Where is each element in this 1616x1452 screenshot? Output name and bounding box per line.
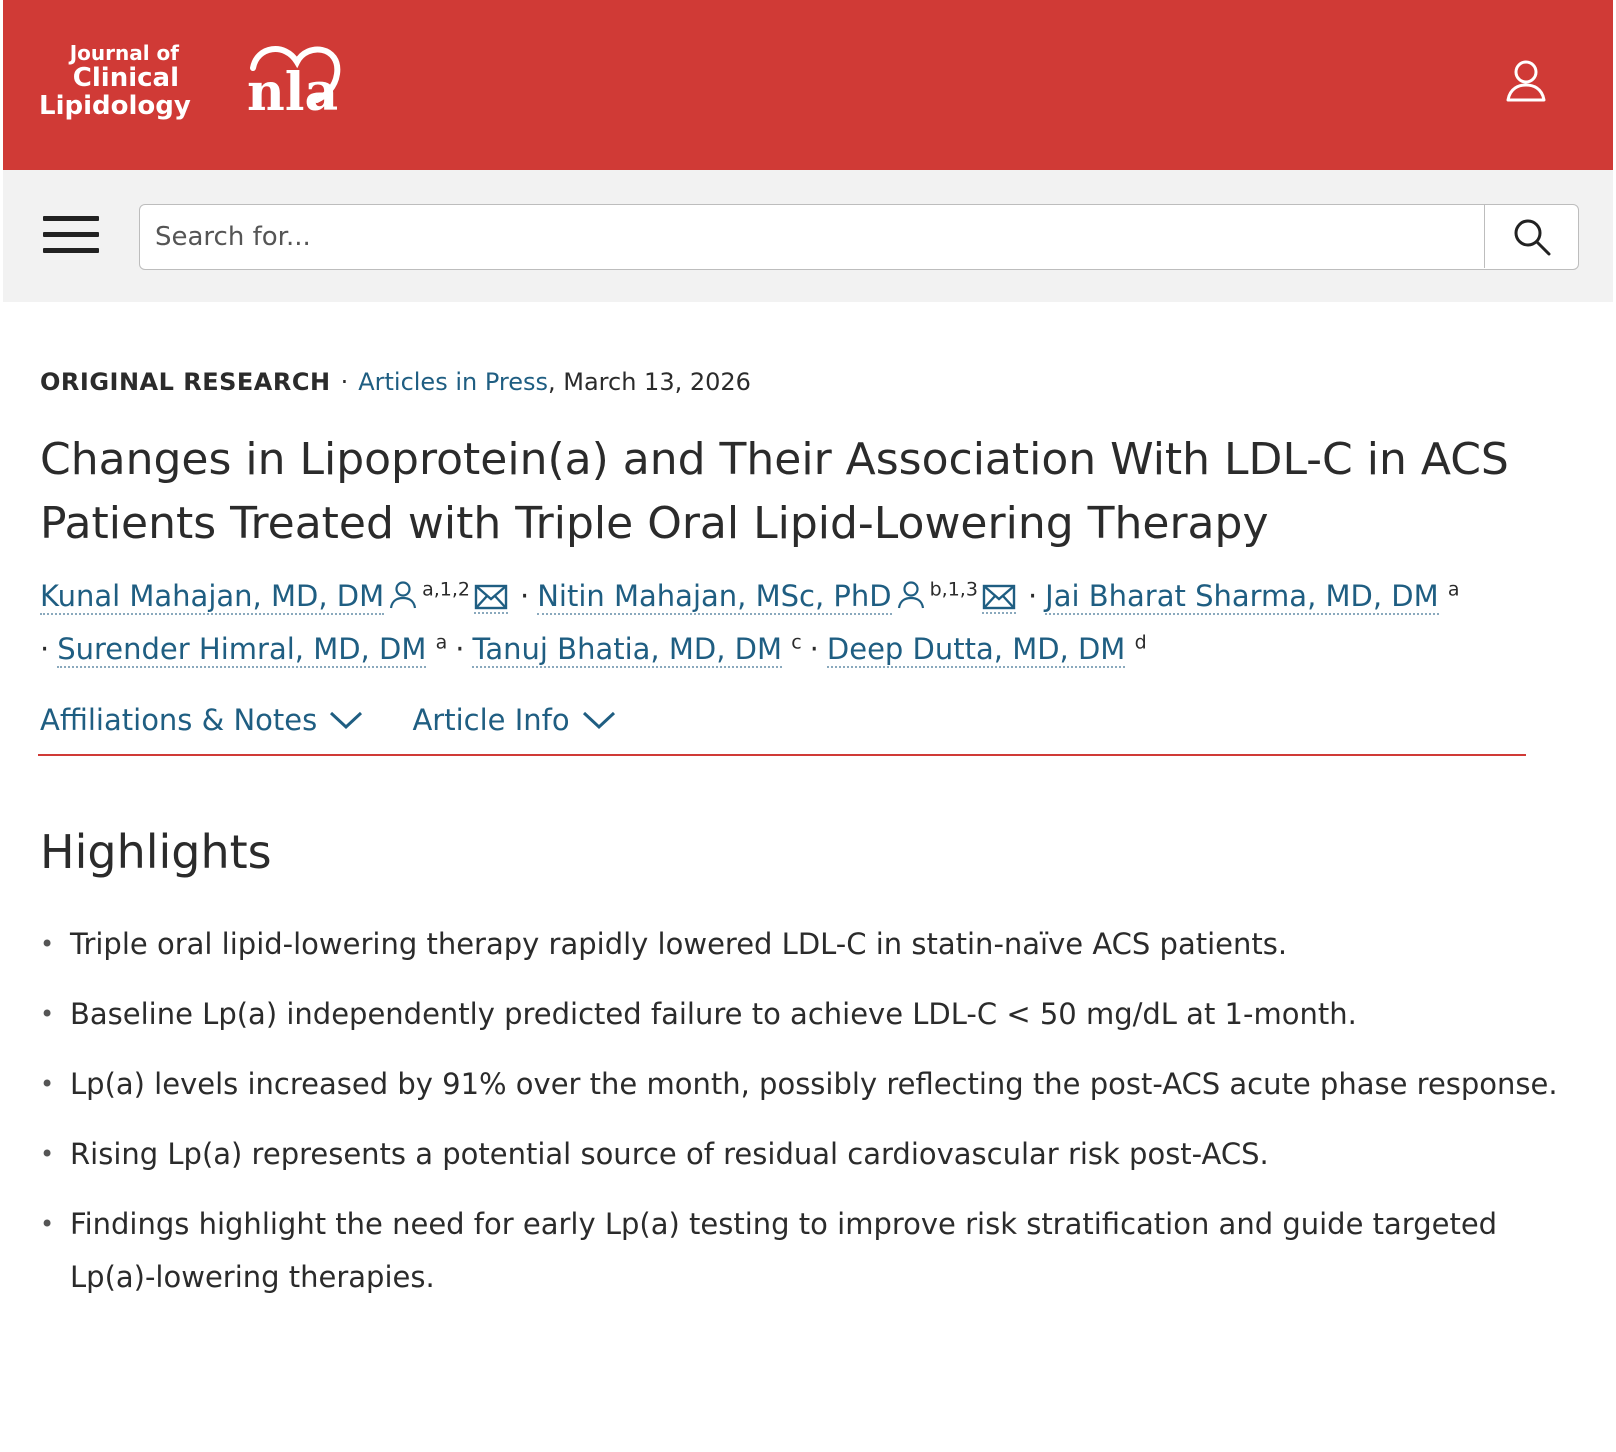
bullet-icon: • (40, 1210, 55, 1238)
author-profile-icon[interactable] (896, 580, 926, 610)
article-info-label: Article Info (412, 703, 570, 737)
article-meta (40, 364, 751, 400)
article-info-toggle[interactable] (412, 698, 615, 742)
bullet-icon: • (40, 930, 55, 958)
highlight-text: Rising Lp(a) represents a potential source of residual cardiovascular risk post-ACS. (70, 1137, 1269, 1171)
journal-logo-line2: Clinical (72, 63, 179, 93)
author-email-link[interactable] (474, 584, 508, 614)
publication-date: , March 13, 2026 (548, 368, 751, 396)
highlight-item (40, 988, 1560, 1041)
author-email-link[interactable] (982, 584, 1016, 614)
hamburger-menu-icon[interactable] (43, 216, 99, 258)
article-type: ORIGINAL RESEARCH (40, 368, 331, 396)
author-affiliation-sup: a (435, 631, 448, 654)
section-divider (38, 754, 1526, 756)
highlight-text: Triple oral lipid-lowering therapy rapidly lowered LDL-C in statin-naïve ACS patients. (70, 927, 1288, 961)
author-affiliation-sup: a,1,2 (422, 578, 471, 601)
search-box (139, 204, 1579, 270)
author-name[interactable]: Kunal Mahajan, MD, DM (40, 579, 385, 613)
author-list (40, 570, 1580, 676)
highlight-text: Findings highlight the need for early Lp(a) testing to improve risk stratification and guide targeted Lp(a)-lowering therapies. (70, 1207, 1498, 1294)
author-name[interactable]: Jai Bharat Sharma, MD, DM (1045, 579, 1439, 613)
article-expanders (40, 698, 656, 742)
author-name[interactable]: Deep Dutta, MD, DM (826, 632, 1126, 666)
highlight-item (40, 918, 1560, 971)
author-separator: · (455, 632, 465, 666)
highlight-text: Lp(a) levels increased by 91% over the month, possibly reflecting the post-ACS acute phase response. (70, 1067, 1558, 1101)
chevron-down-icon (582, 710, 616, 730)
author-separator: · (1027, 579, 1038, 613)
author-name[interactable]: Surender Himral, MD, DM (57, 632, 427, 666)
author-separator: · (520, 579, 530, 613)
chevron-down-icon (329, 710, 363, 730)
journal-logo-line1: Journal of (69, 41, 179, 65)
author-separator: · (40, 632, 50, 666)
user-icon[interactable] (1503, 58, 1549, 104)
journal-logo[interactable] (39, 41, 191, 121)
author-affiliation-sup: a (1447, 578, 1460, 601)
highlight-item (40, 1128, 1560, 1181)
search-toolbar (3, 170, 1613, 302)
highlight-item (40, 1198, 1560, 1304)
highlight-text: Baseline Lp(a) independently predicted failure to achieve LDL-C < 50 mg/dL at 1-month. (70, 997, 1357, 1031)
email-icon (982, 584, 1016, 610)
highlight-item (40, 1058, 1560, 1111)
articles-in-press-link[interactable]: Articles in Press (358, 368, 548, 396)
author-affiliation-sup: d (1134, 631, 1147, 654)
search-input[interactable] (140, 205, 1484, 268)
search-icon (1512, 217, 1552, 257)
author-name[interactable]: Tanuj Bhatia, MD, DM (472, 632, 782, 666)
highlights-list (40, 918, 1560, 1321)
author-profile-icon[interactable] (388, 580, 418, 610)
affiliations-notes-toggle[interactable] (40, 698, 363, 742)
email-icon (474, 584, 508, 610)
journal-logo-line3: Lipidology (39, 91, 191, 121)
article-title: Changes in Lipoprotein(a) and Their Association With LDL-C in ACS Patients Treated with Triple Oral Lipid-Lowering Therapy (40, 434, 1509, 549)
author-separator: · (809, 632, 819, 666)
bullet-icon: • (40, 1000, 55, 1028)
nla-logo[interactable] (245, 40, 355, 120)
highlights-heading: Highlights (40, 825, 272, 879)
author-affiliation-sup: c (791, 631, 802, 654)
bullet-icon: • (40, 1140, 55, 1168)
affiliations-notes-label: Affiliations & Notes (40, 703, 318, 737)
nla-logo-text: nla (247, 62, 339, 120)
search-button[interactable] (1484, 205, 1578, 268)
bullet-icon: • (40, 1070, 55, 1098)
site-header (3, 0, 1613, 170)
author-name[interactable]: Nitin Mahajan, MSc, PhD (537, 579, 892, 613)
meta-separator: · (340, 368, 349, 396)
author-affiliation-sup: b,1,3 (929, 578, 978, 601)
